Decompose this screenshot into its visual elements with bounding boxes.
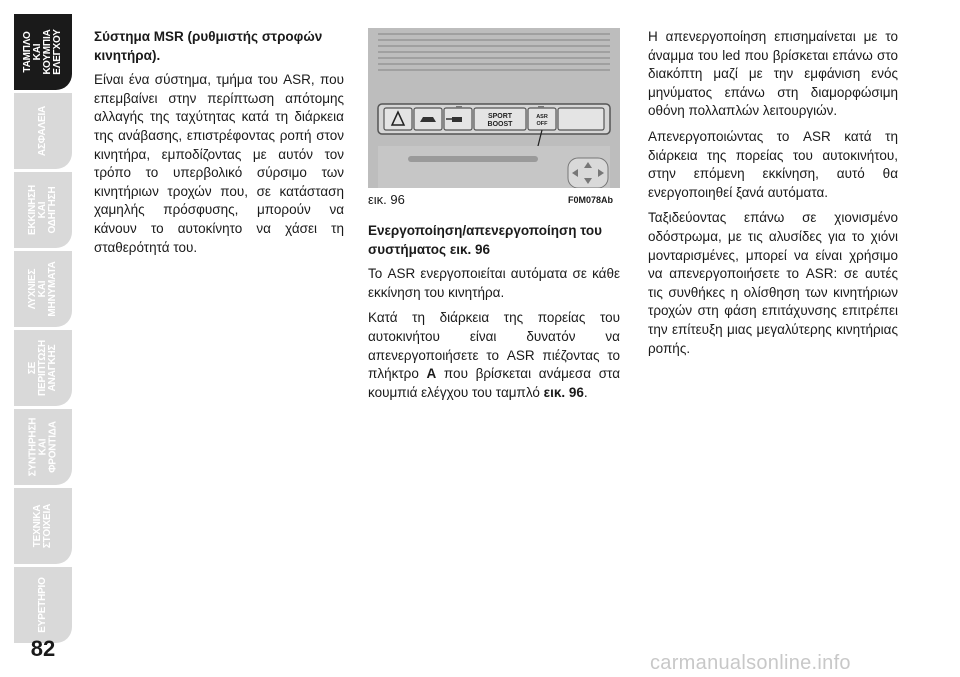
lock-icon [452, 117, 462, 122]
tab-label: ΣΥΝΤΗΡΗΣΗ ΚΑΙ ΦΡΟΝΤΙΔΑ [27, 417, 59, 477]
page-number: 82 [30, 636, 56, 661]
body-paragraph: Η απενεργοποίηση επισημαίνεται με το άναμμα του led που βρίσκεται επάνω στο διακόπτη μαζί με την εμφάνιση ενός μηνύματος επάνω στη διαμορφώσιμη οθόνη πολλαπλών λειτουργιών. [648, 29, 898, 119]
tab-label: ΤΕΧΝΙΚΑ ΣΤΟΙΧΕΙΑ [32, 503, 53, 549]
tab-label: ΕΚΚΙΝΗΣΗ ΚΑΙ ΟΔΗΓΗΣΗ [27, 185, 58, 235]
tab-index[interactable] [14, 567, 72, 643]
tab-label: ΛΥΧΝΙΕΣ ΚΑΙ ΜΗΝΥΜΑΤΑ [27, 261, 58, 317]
tab-label: ΕΥΡΕΤΗΡΙΟ [37, 577, 48, 633]
body-paragraph: Απενεργοποιώντας το ASR κατά τη διάρκεια της πορείας του αυτοκινήτου, στην επόμενη εκκίνηση, αυτό θα ενεργοποιηθεί ξανά αυτόματα. [648, 128, 898, 200]
tab-safety[interactable] [14, 93, 72, 169]
dashboard-illustration [368, 28, 620, 188]
svg-text:OFF: OFF [536, 121, 548, 127]
tab-dashboard-controls[interactable] [14, 14, 72, 90]
tab-label: ΤΑΜΠΛΟ ΚΑΙ ΚΟΥΜΠΙΑ ΕΛΕΓΧΟΥ [22, 29, 63, 75]
tab-starting-driving[interactable] [14, 172, 72, 248]
column-deactivation [648, 28, 898, 365]
text-run: Κατά τη διάρκεια της πορείας του αυτοκινήτου είναι δυνατόν να απενεργοποιήσετε το ASR πιέζοντας το πλήκτρο [368, 310, 620, 382]
text-run: που βρίσκεται ανάμεσα στα κουμπιά ελέγχου του ταμπλό [368, 366, 621, 400]
asr-off-label: ASR [536, 114, 548, 120]
text-run: . [583, 384, 588, 400]
tab-maintenance[interactable] [14, 409, 72, 485]
column-activation [368, 222, 620, 409]
column-msr [94, 28, 344, 264]
tab-label: ΣΕ ΠΕΡΙΠΤΩΣΗ ΑΝΑΓΚΗΣ [27, 340, 58, 396]
figure-dashboard-buttons [368, 28, 620, 188]
section-heading: Ενεργοποίηση/απενεργοποίηση του συστήματος εικ. 96 [368, 223, 602, 257]
body-paragraph: Το ASR ενεργοποιείται αυτόματα σε κάθε εκκίνηση του κινητήρα. [368, 266, 620, 300]
body-paragraph [368, 309, 620, 402]
tab-warning-lights[interactable] [14, 251, 72, 327]
svg-text:BOOST: BOOST [487, 121, 513, 128]
tab-label: ΑΣΦΑΛΕΙΑ [37, 105, 48, 157]
figure-reference: εικ. 96 [543, 384, 584, 400]
tab-technical-data[interactable] [14, 488, 72, 564]
sport-boost-label: SPORT [487, 113, 513, 120]
key-reference: A [426, 366, 437, 382]
tab-emergency[interactable] [14, 330, 72, 406]
figure-caption: εικ. 96 [368, 192, 405, 207]
section-heading: Σύστημα MSR (ρυθμιστής στροφών κινητήρα). [94, 29, 323, 63]
watermark: carmanualsonline.info [650, 652, 851, 674]
body-paragraph: Ταξιδεύοντας επάνω σε χιονισμένο οδόστρωμα, με τις αλυσίδες για το χιόνι μονταρισμένες, μπορεί να είναι χρήσιμο να απενεργοποιήσετε το ASR: σε αυτές τις συνθήκες η ολίσθηση των κινητήριων τροχών στη φάση επιτάχυνσης επιτρέπει την επίτευξη μιας μεγαλύτερης κινητήριας ροπής. [648, 210, 898, 356]
figure-code: F0M078Ab [568, 195, 614, 205]
body-paragraph: Είναι ένα σύστημα, τμήμα του ASR, που επεμβαίνει στην περίπτωση απότομης αλλαγής της ταχύτητας κατά τη διάρκεια της ανάβασης, επιστρέφοντας ροπή στον κινητήρα, εμποδίζοντας με αυτόν τον τρόπο το υπερβολικό σύρσιμο των κινητήριων τροχών που, σε κατάσταση χαμηλής πρόσφυσης, μπορούν να κάνουν το αυτοκίνητο να χάσει τη σταθερότητά του. [94, 72, 344, 255]
